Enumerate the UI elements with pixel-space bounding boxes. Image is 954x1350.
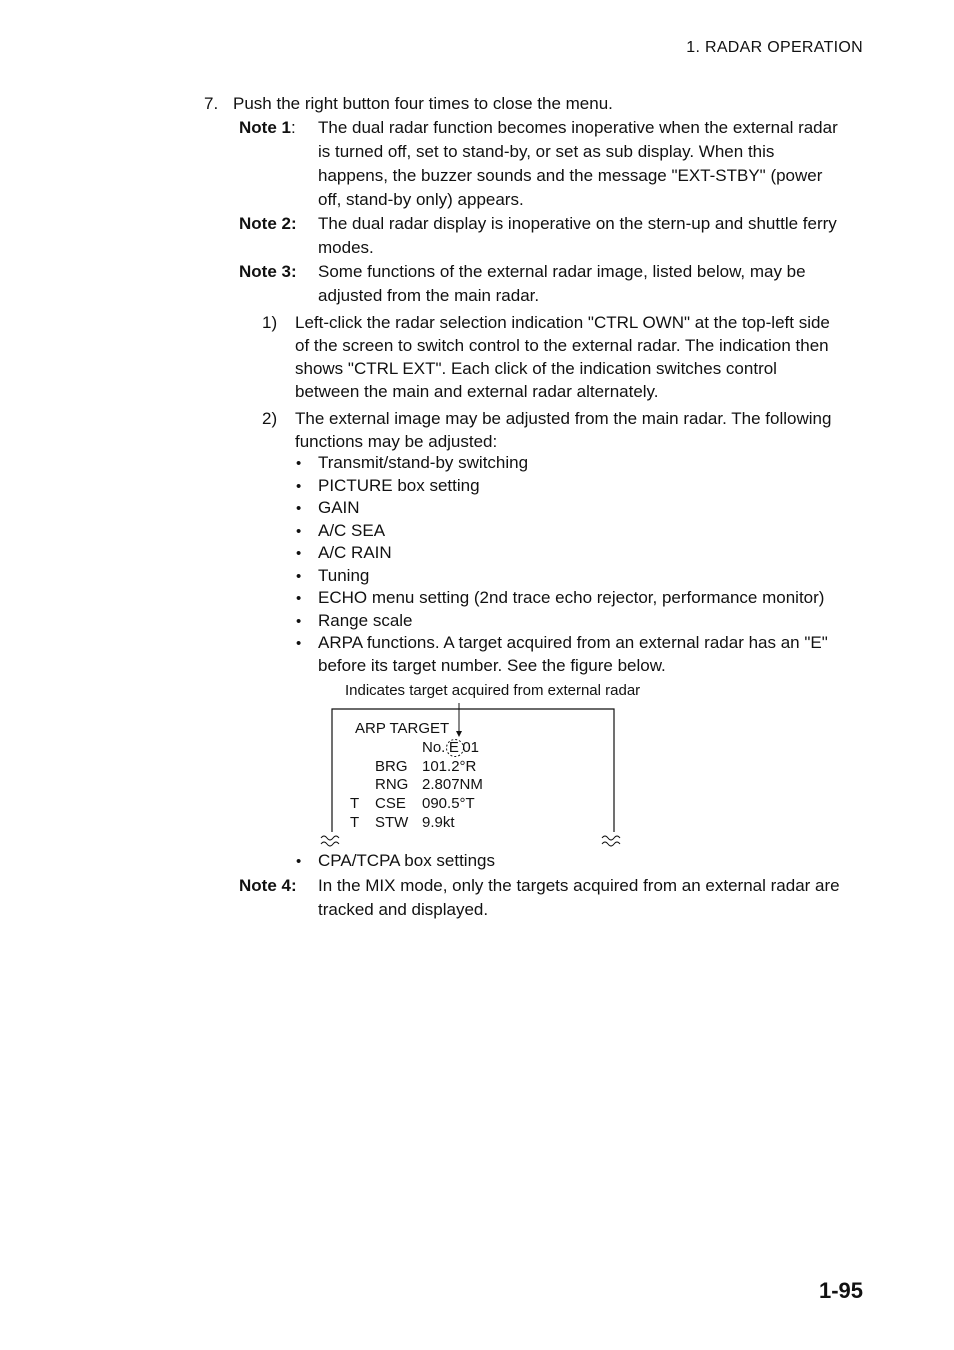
bullet-item: Range scale [318,611,413,630]
note-1-colon: : [290,118,296,137]
bullet-item-continuation: before its target number. See the figure below. [318,656,666,675]
note-2-line: modes. [318,238,374,257]
note-2-line: The dual radar display is inoperative on the stern-up and shuttle ferry [318,214,837,233]
figure-row-label: STW [375,814,409,831]
step-text: Push the right button four times to close the menu. [233,94,613,113]
sub-item-1-line: of the screen to switch control to the external radar. The indication then [295,336,829,355]
page-number: 1-95 [818,1278,863,1303]
note-1-line: happens, the buzzer sounds and the message "EXT-STBY" (power [318,166,823,185]
bullet-dot: • [296,455,302,472]
figure-row-prefix: T [350,814,360,831]
note-1-label-text: Note 1 [239,118,291,137]
note-1-line: is turned off, set to stand-by, or set as sub display. When this [318,142,775,161]
figure-row-label: CSE [375,795,406,812]
figure-row-value: 101.2°R [422,758,477,775]
external-marker: E [448,739,459,756]
sub-item-2-number: 2) [262,409,278,428]
break-mark-left [321,836,339,846]
figure-row-value: 9.9kt [422,814,455,831]
sub-item-1-number: 1) [262,313,278,332]
bullet-dot: • [296,523,302,540]
figure-row-label: BRG [375,758,408,775]
bullet-dot: • [296,590,302,607]
figure-row-value: 2.807NM [422,776,483,793]
bullet-item: ARPA functions. A target acquired from an external radar has an "E" [318,633,828,652]
bullet-item: Transmit/stand-by switching [318,453,529,472]
break-mark-right [602,836,620,846]
sub-item-2-line: functions may be adjusted: [295,432,498,451]
sub-item-1-line: Left-click the radar selection indication "CTRL OWN" at the top-left side [295,313,830,332]
bullet-dot: • [296,853,302,870]
callout-arrowhead [456,731,462,737]
figure-row-prefix: T [350,795,360,812]
figure-title: ARP TARGET [355,720,450,737]
bullet-dot: • [296,545,302,562]
step-number: 7. [204,94,219,113]
section-header: 1. RADAR OPERATION [686,39,863,56]
note-3-line: Some functions of the external radar image, listed below, may be [318,262,806,281]
note-4-line: tracked and displayed. [318,900,489,919]
note-1-line: off, stand-by only) appears. [318,190,524,209]
figure-row-label: RNG [375,776,409,793]
target-number [422,739,479,758]
figure-row-value: 090.5°T [422,795,475,812]
note-1-line: The dual radar function becomes inoperative when the external radar [318,118,838,137]
figure-caption: Indicates target acquired from external radar [345,682,641,699]
bullet-item: Tuning [318,566,370,585]
bullet-dot: • [296,478,302,495]
bullet-dot: • [296,568,302,585]
bullet-item: ECHO menu setting (2nd trace echo rejector, performance monitor) [318,588,825,607]
bullet-item: PICTURE box setting [318,476,480,495]
bullet-dot: • [296,613,302,630]
sub-item-2-line: The external image may be adjusted from the main radar. The following [295,409,832,428]
bullet-item: GAIN [318,498,360,517]
target-number-value: 01 [462,739,480,756]
note-2-label: Note 2: [239,214,297,233]
bullet-dot: • [296,635,302,652]
bullet-item: A/C RAIN [318,543,392,562]
target-number-label: No. [422,739,446,756]
sub-item-1-line: shows "CTRL EXT". Each click of the indication switches control [295,359,777,378]
note-4-line: In the MIX mode, only the targets acquired from an external radar are [318,876,840,895]
note-3-line: adjusted from the main radar. [318,286,540,305]
note-3-label: Note 3: [239,262,297,281]
sub-item-1-line: between the main and external radar alternately. [295,382,659,401]
bullet-item: A/C SEA [318,521,386,540]
bullet-item: CPA/TCPA box settings [318,851,495,870]
note-4-label: Note 4: [239,876,297,895]
bullet-dot: • [296,500,302,517]
